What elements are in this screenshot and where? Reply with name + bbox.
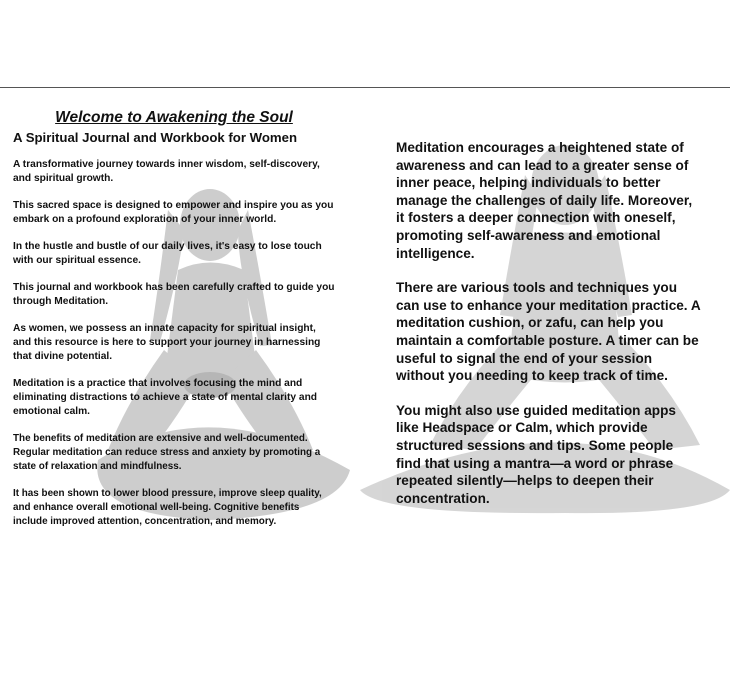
paragraph-crafted: This journal and workbook has been carefully crafted to guide you through Meditation. (13, 282, 335, 307)
page-subtitle: A Spiritual Journal and Workbook for Women (13, 130, 298, 145)
paragraph-women: As women, we possess an innate capacity for spiritual insight, and this resource is here to support your journey in harnessing that divine potential. (13, 323, 321, 362)
paragraph-intro: A transformative journey towards inner wisdom, self-discovery, and spiritual growth. (13, 159, 320, 184)
paragraph-meditation-definition: Meditation is a practice that involves focusing the mind and eliminating distractions to achieve a state of mental clarity and emotional calm. (13, 378, 318, 417)
paragraph-sacred-space: This sacred space is designed to empower and inspire you as you embark on a profound exploration of your inner world. (13, 200, 334, 225)
paragraph-health-benefits: It has been shown to lower blood pressure, improve sleep quality, and enhance overall emotional well-being. Cognitive benefits include improved attention, concentration, and memory. (13, 488, 322, 527)
paragraph-daily-lives: In the hustle and bustle of our daily lives, it's easy to lose touch with our spiritual essence. (13, 241, 322, 266)
left-page (13, 108, 335, 542)
paragraph-apps: You might also use guided meditation apps like Headspace or Calm, which provide structured sessions and tips. Some people find that using a mantra—a word or phrase repeated silently—helps to deepen their concentration. (396, 402, 676, 506)
header-divider (0, 87, 730, 88)
paragraph-awareness: Meditation encourages a heightened state of awareness and can lead to a greater sense of inner peace, helping individuals to better manage the challenges of daily life. Moreover, it fosters a deeper connection with oneself, promoting self-awareness and emotional intelligence. (396, 140, 693, 261)
page-title: Welcome to Awakening the Soul (55, 109, 293, 126)
paragraph-benefits: The benefits of meditation are extensive and well-documented. Regular meditation can reduce stress and anxiety by promoting a state of relaxation and mindfulness. (13, 433, 321, 472)
right-page (396, 139, 701, 524)
paragraph-tools: There are various tools and techniques you can use to enhance your meditation practice. A meditation cushion, or zafu, can help you maintain a comfortable posture. A timer can be useful to signal the end of your session without you needing to keep track of time. (396, 280, 701, 384)
